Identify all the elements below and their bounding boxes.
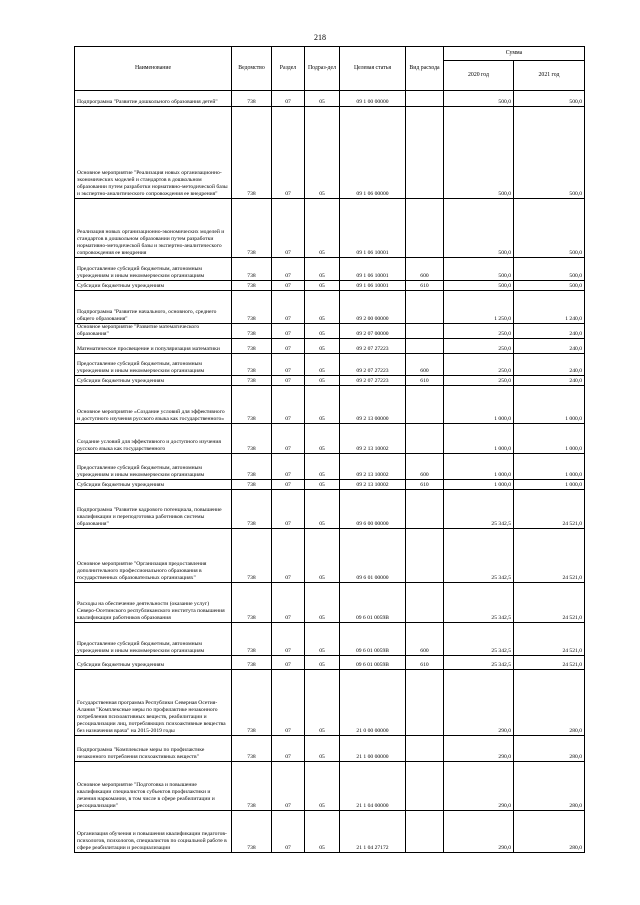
row-podrazdel: 05	[305, 107, 340, 199]
row-vedomstvo: 738	[232, 480, 272, 490]
header-2020: 2020 год	[444, 61, 514, 91]
row-name: Субсидии бюджетным учреждениям	[75, 656, 232, 670]
row-name: Подпрограмма "Развитие начального, основного, среднего общего образования"	[75, 291, 232, 324]
row-name: Подпрограмма "Комплексные меры по профилактике незаконного потребления психоактивных веществ"	[75, 736, 232, 762]
row-razdel: 07	[272, 258, 305, 281]
row-razdel: 07	[272, 454, 305, 480]
row-celevaya-statya: 21 0 00 00000	[340, 670, 406, 736]
row-name: Субсидии бюджетным учреждениям	[75, 376, 232, 386]
row-name: Подпрограмма "Развитие дошкольного образования детей"	[75, 91, 232, 107]
row-celevaya-statya: 09 2 07 00000	[340, 324, 406, 339]
row-vid-rashoda	[406, 583, 444, 623]
row-vedomstvo: 738	[232, 291, 272, 324]
table-row	[75, 386, 585, 424]
row-celevaya-statya: 09 2 13 10002	[340, 424, 406, 454]
row-name: Основное мероприятие "Подготовка и повышение квалификации специалистов субъектов профилактики и лечения наркомании, в том числе в сфере реабилитации и ресоциализации"	[75, 762, 232, 811]
table-row	[75, 762, 585, 811]
row-sum-2021: 240,0	[514, 376, 585, 386]
row-razdel: 07	[272, 480, 305, 490]
row-vedomstvo: 738	[232, 281, 272, 291]
header-razdel: Раздел	[272, 47, 305, 91]
row-vedomstvo: 738	[232, 623, 272, 656]
row-vid-rashoda: 600	[406, 354, 444, 376]
row-sum-2021: 1 000,0	[514, 454, 585, 480]
row-vedomstvo: 738	[232, 376, 272, 386]
row-sum-2020: 250,0	[444, 339, 514, 354]
row-vedomstvo: 738	[232, 354, 272, 376]
row-razdel: 07	[272, 623, 305, 656]
row-vid-rashoda	[406, 811, 444, 853]
row-celevaya-statya: 09 6 01 0059В	[340, 583, 406, 623]
row-razdel: 07	[272, 291, 305, 324]
row-podrazdel: 05	[305, 623, 340, 656]
row-sum-2021: 1 000,0	[514, 424, 585, 454]
row-celevaya-statya: 09 6 01 0059В	[340, 656, 406, 670]
budget-table	[74, 46, 585, 853]
row-sum-2021: 500,0	[514, 281, 585, 291]
table-row	[75, 324, 585, 339]
row-vedomstvo: 738	[232, 454, 272, 480]
row-podrazdel: 05	[305, 386, 340, 424]
row-razdel: 07	[272, 811, 305, 853]
row-razdel: 07	[272, 354, 305, 376]
row-sum-2021: 1 000,0	[514, 480, 585, 490]
table-row	[75, 424, 585, 454]
row-vid-rashoda: 610	[406, 376, 444, 386]
row-sum-2021: 280,0	[514, 670, 585, 736]
row-name: Предоставление субсидий бюджетным, автономным учреждениям и иным некоммерческим организациям	[75, 454, 232, 480]
row-podrazdel: 05	[305, 199, 340, 258]
row-sum-2021: 500,0	[514, 199, 585, 258]
row-razdel: 07	[272, 736, 305, 762]
row-podrazdel: 05	[305, 480, 340, 490]
row-podrazdel: 05	[305, 736, 340, 762]
row-vedomstvo: 738	[232, 490, 272, 529]
row-name: Субсидии бюджетным учреждениям	[75, 281, 232, 291]
row-name: Математическое просвещение и популяризация математики	[75, 339, 232, 354]
row-vid-rashoda	[406, 736, 444, 762]
row-vedomstvo: 738	[232, 324, 272, 339]
header-2021: 2021 год	[514, 61, 585, 91]
row-vid-rashoda	[406, 529, 444, 583]
row-celevaya-statya: 09 2 13 10002	[340, 454, 406, 480]
row-name: Основное мероприятие "Организация предоставления дополнительного профессионального образования в государственных образовательных организациях"	[75, 529, 232, 583]
row-sum-2021: 500,0	[514, 107, 585, 199]
row-vedomstvo: 738	[232, 386, 272, 424]
row-podrazdel: 05	[305, 811, 340, 853]
row-sum-2020: 250,0	[444, 354, 514, 376]
row-sum-2020: 1 000,0	[444, 480, 514, 490]
row-vedomstvo: 738	[232, 736, 272, 762]
row-celevaya-statya: 21 1 04 00000	[340, 762, 406, 811]
row-sum-2021: 280,0	[514, 811, 585, 853]
row-name: Расходы на обеспечение деятельности (оказание услуг) Северо-Осетинского республиканского института повышения квалификации работников образования	[75, 583, 232, 623]
row-razdel: 07	[272, 324, 305, 339]
row-vedomstvo: 738	[232, 529, 272, 583]
row-sum-2020: 500,0	[444, 258, 514, 281]
row-sum-2020: 25 342,5	[444, 583, 514, 623]
row-vedomstvo: 738	[232, 107, 272, 199]
row-name: Субсидии бюджетным учреждениям	[75, 480, 232, 490]
row-vedomstvo: 738	[232, 424, 272, 454]
row-sum-2020: 1 000,0	[444, 454, 514, 480]
row-name: Государственная программа Республики Северная Осетия-Алания "Комплексные меры по профилактике незаконного потребления психоактивных веществ, реабилитации и ресоциализации лиц, потребляющих психоактивные вещества без назначения врача" на 2015-2019 годы	[75, 670, 232, 736]
row-vid-rashoda: 610	[406, 656, 444, 670]
row-sum-2021: 240,0	[514, 324, 585, 339]
row-sum-2020: 290,0	[444, 736, 514, 762]
row-celevaya-statya: 09 1 00 00000	[340, 91, 406, 107]
table-row	[75, 480, 585, 490]
table-row	[75, 107, 585, 199]
row-vid-rashoda	[406, 324, 444, 339]
row-sum-2021: 1 240,0	[514, 291, 585, 324]
row-name: Основное мероприятие «Создание условий для эффективного и доступного изучения русского языка как государственного»	[75, 386, 232, 424]
row-celevaya-statya: 09 1 06 10001	[340, 281, 406, 291]
row-razdel: 07	[272, 670, 305, 736]
row-vid-rashoda: 600	[406, 623, 444, 656]
row-sum-2021: 280,0	[514, 762, 585, 811]
row-podrazdel: 05	[305, 454, 340, 480]
row-name: Организация обучения и повышения квалификации педагогов-психологов, психологов, специалистов по социальной работе в сфере реабилитации и ресоциализации	[75, 811, 232, 853]
row-celevaya-statya: 09 1 06 00000	[340, 107, 406, 199]
row-sum-2020: 290,0	[444, 670, 514, 736]
row-sum-2021: 280,0	[514, 736, 585, 762]
row-vedomstvo: 738	[232, 670, 272, 736]
row-podrazdel: 05	[305, 670, 340, 736]
row-sum-2020: 1 250,0	[444, 291, 514, 324]
row-celevaya-statya: 09 6 01 00000	[340, 529, 406, 583]
row-celevaya-statya: 09 2 07 27223	[340, 354, 406, 376]
row-podrazdel: 05	[305, 376, 340, 386]
row-razdel: 07	[272, 107, 305, 199]
table-row	[75, 656, 585, 670]
row-sum-2020: 25 342,5	[444, 490, 514, 529]
row-sum-2020: 500,0	[444, 281, 514, 291]
row-podrazdel: 05	[305, 354, 340, 376]
row-celevaya-statya: 09 2 00 00000	[340, 291, 406, 324]
row-celevaya-statya: 09 1 06 10001	[340, 258, 406, 281]
row-celevaya-statya: 21 1 00 00000	[340, 736, 406, 762]
row-vid-rashoda: 600	[406, 258, 444, 281]
row-razdel: 07	[272, 386, 305, 424]
row-name: Создание условий для эффективного и доступного изучения русского языка как государственного	[75, 424, 232, 454]
table-row	[75, 623, 585, 656]
row-sum-2020: 1 000,0	[444, 424, 514, 454]
table-row	[75, 454, 585, 480]
row-sum-2020: 500,0	[444, 107, 514, 199]
row-celevaya-statya: 09 2 13 10002	[340, 480, 406, 490]
row-razdel: 07	[272, 490, 305, 529]
row-vedomstvo: 738	[232, 339, 272, 354]
row-razdel: 07	[272, 339, 305, 354]
row-razdel: 07	[272, 281, 305, 291]
table-row	[75, 670, 585, 736]
row-celevaya-statya: 21 1 04 27172	[340, 811, 406, 853]
row-vid-rashoda	[406, 762, 444, 811]
row-celevaya-statya: 09 6 01 0059В	[340, 623, 406, 656]
row-sum-2021: 500,0	[514, 91, 585, 107]
header-vid-rashoda: Вид расхода	[406, 47, 444, 91]
row-name: Предоставление субсидий бюджетным, автономным учреждениям и иным некоммерческим организациям	[75, 258, 232, 281]
row-sum-2020: 290,0	[444, 762, 514, 811]
header-name: Наименование	[75, 47, 232, 91]
row-sum-2021: 24 521,0	[514, 490, 585, 529]
row-podrazdel: 05	[305, 258, 340, 281]
row-razdel: 07	[272, 376, 305, 386]
row-vedomstvo: 738	[232, 762, 272, 811]
row-vedomstvo: 738	[232, 91, 272, 107]
row-sum-2021: 24 521,0	[514, 583, 585, 623]
row-razdel: 07	[272, 91, 305, 107]
row-sum-2021: 1 000,0	[514, 386, 585, 424]
table-row	[75, 291, 585, 324]
row-vid-rashoda	[406, 670, 444, 736]
row-vid-rashoda	[406, 199, 444, 258]
table-row	[75, 281, 585, 291]
row-sum-2020: 1 000,0	[444, 386, 514, 424]
row-name: Подпрограмма "Развитие кадрового потенциала, повышение квалификации и переподготовка работников системы образования"	[75, 490, 232, 529]
row-razdel: 07	[272, 199, 305, 258]
row-sum-2021: 500,0	[514, 258, 585, 281]
header-podrazdel: Подраз-дел	[305, 47, 340, 91]
row-celevaya-statya: 09 2 13 00000	[340, 386, 406, 424]
header-vedomstvo: Ведомство	[232, 47, 272, 91]
table-row	[75, 199, 585, 258]
table-row	[75, 91, 585, 107]
table-row	[75, 354, 585, 376]
table-row	[75, 376, 585, 386]
row-podrazdel: 05	[305, 583, 340, 623]
row-podrazdel: 05	[305, 424, 340, 454]
row-sum-2020: 500,0	[444, 91, 514, 107]
row-razdel: 07	[272, 424, 305, 454]
row-sum-2021: 24 521,0	[514, 656, 585, 670]
row-podrazdel: 05	[305, 291, 340, 324]
page-number: 218	[314, 33, 326, 42]
row-podrazdel: 05	[305, 339, 340, 354]
row-vid-rashoda: 600	[406, 454, 444, 480]
row-celevaya-statya: 09 1 06 10001	[340, 199, 406, 258]
row-sum-2021: 240,0	[514, 354, 585, 376]
row-sum-2021: 24 521,0	[514, 623, 585, 656]
row-vid-rashoda	[406, 386, 444, 424]
row-name: Основное мероприятие "Развитие математического образования"	[75, 324, 232, 339]
row-celevaya-statya: 09 2 07 27223	[340, 339, 406, 354]
row-podrazdel: 05	[305, 529, 340, 583]
table-row	[75, 490, 585, 529]
row-podrazdel: 05	[305, 91, 340, 107]
row-vedomstvo: 738	[232, 583, 272, 623]
row-name: Основное мероприятие "Реализация новых организационно-экономических моделей и стандартов в дошкольном образовании путем разработки нормативно-методической базы и экспертно-аналитического сопровождения ее внедрения"	[75, 107, 232, 199]
row-vedomstvo: 738	[232, 656, 272, 670]
row-podrazdel: 05	[305, 656, 340, 670]
row-razdel: 07	[272, 762, 305, 811]
row-podrazdel: 05	[305, 281, 340, 291]
table-row	[75, 529, 585, 583]
row-name: Предоставление субсидий бюджетным, автономным учреждениям и иным некоммерческим организациям	[75, 354, 232, 376]
row-sum-2021: 24 521,0	[514, 529, 585, 583]
row-vid-rashoda	[406, 291, 444, 324]
row-vid-rashoda: 610	[406, 480, 444, 490]
row-sum-2020: 25 342,5	[444, 656, 514, 670]
row-sum-2020: 290,0	[444, 811, 514, 853]
row-sum-2020: 250,0	[444, 376, 514, 386]
row-vid-rashoda	[406, 424, 444, 454]
row-vid-rashoda	[406, 339, 444, 354]
table-row	[75, 811, 585, 853]
table-row	[75, 258, 585, 281]
row-vid-rashoda	[406, 107, 444, 199]
row-sum-2020: 25 342,5	[444, 623, 514, 656]
row-vid-rashoda	[406, 490, 444, 529]
header-celevaya-statya: Целевая статья	[340, 47, 406, 91]
row-vedomstvo: 738	[232, 258, 272, 281]
row-vedomstvo: 738	[232, 199, 272, 258]
row-sum-2020: 250,0	[444, 324, 514, 339]
row-podrazdel: 05	[305, 490, 340, 529]
row-sum-2020: 25 342,5	[444, 529, 514, 583]
row-razdel: 07	[272, 656, 305, 670]
row-celevaya-statya: 09 2 07 27223	[340, 376, 406, 386]
row-podrazdel: 05	[305, 762, 340, 811]
table-row	[75, 583, 585, 623]
table-row	[75, 339, 585, 354]
row-celevaya-statya: 09 6 00 00000	[340, 490, 406, 529]
row-name: Реализация новых организационно-экономических моделей и стандартов в дошкольном образовании путем разработки нормативно-методической базы и экспертно-аналитического сопровождения ее внедрения	[75, 199, 232, 258]
table-row	[75, 736, 585, 762]
row-sum-2021: 240,0	[514, 339, 585, 354]
header-summa: Сумма	[444, 47, 585, 61]
row-vedomstvo: 738	[232, 811, 272, 853]
row-razdel: 07	[272, 529, 305, 583]
row-podrazdel: 05	[305, 324, 340, 339]
row-name: Предоставление субсидий бюджетным, автономным учреждениям и иным некоммерческим организациям	[75, 623, 232, 656]
row-vid-rashoda: 610	[406, 281, 444, 291]
row-razdel: 07	[272, 583, 305, 623]
row-vid-rashoda	[406, 91, 444, 107]
row-sum-2020: 500,0	[444, 199, 514, 258]
